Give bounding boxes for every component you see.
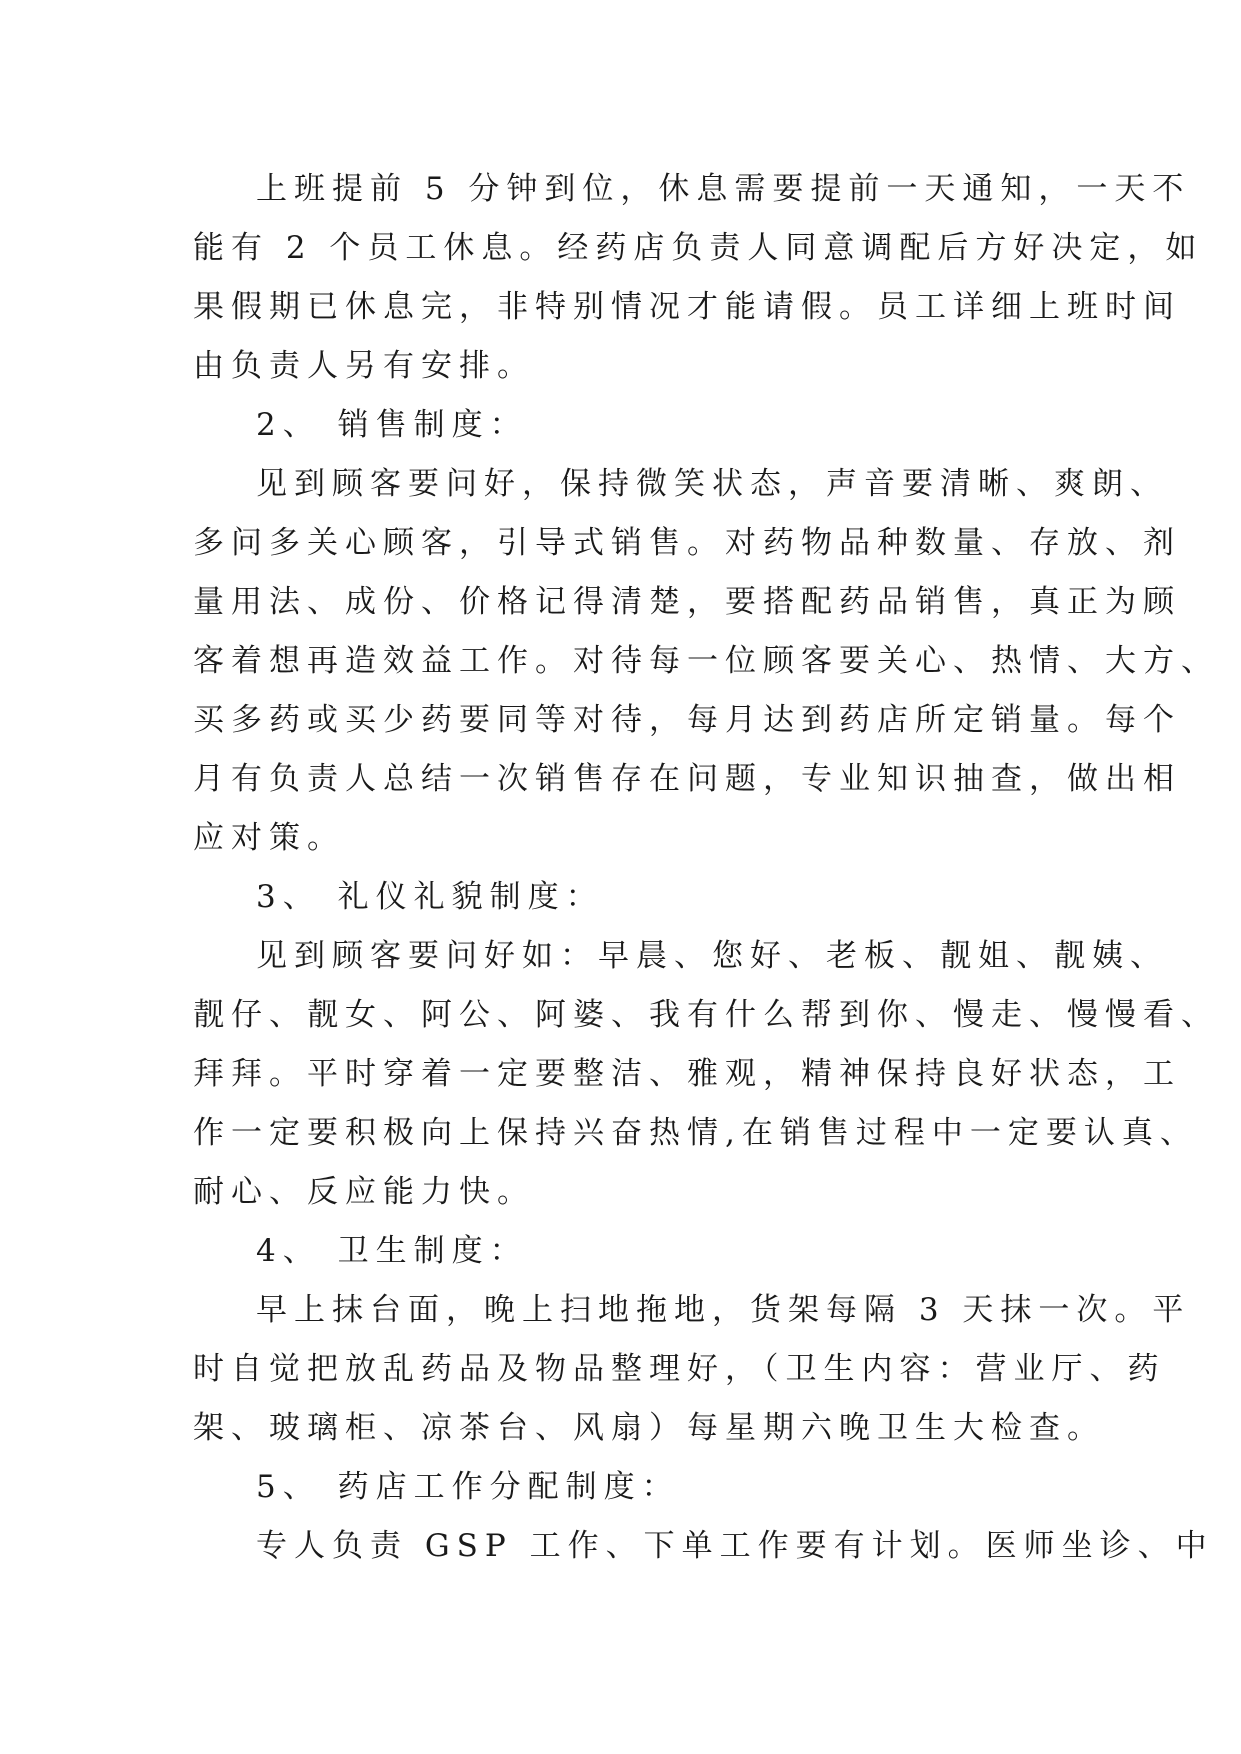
paragraph-line: 由负责人另有安排。 — [193, 348, 535, 384]
paragraph-line: 专人负责 GSP 工作、下单工作要有计划。医师坐诊、中 — [256, 1528, 1214, 1564]
paragraph-line: 量用法、成份、价格记得清楚，要搭配药品销售，真正为顾 — [193, 584, 1181, 620]
paragraph-line: 耐心、反应能力快。 — [193, 1174, 535, 1210]
paragraph-line: 靓仔、靓女、阿公、阿婆、我有什么帮到你、慢走、慢慢看、 — [193, 997, 1219, 1033]
section-heading-sales: 2、 销售制度： — [256, 407, 528, 443]
paragraph-line: 作一定要积极向上保持兴奋热情,在销售过程中一定要认真、 — [193, 1115, 1198, 1151]
paragraph-line: 见到顾客要问好如：早晨、您好、老板、靓姐、靓姨、 — [256, 938, 1168, 974]
paragraph-line: 应对策。 — [193, 820, 345, 856]
section-heading-etiquette: 3、 礼仪礼貌制度： — [256, 879, 604, 915]
paragraph-line: 月有负责人总结一次销售存在问题，专业知识抽查，做出相 — [193, 761, 1181, 797]
section-heading-hygiene: 4、 卫生制度： — [256, 1233, 528, 1269]
paragraph-line: 拜拜。平时穿着一定要整洁、雅观，精神保持良好状态，工 — [193, 1056, 1181, 1092]
paragraph-line: 买多药或买少药要同等对待，每月达到药店所定销量。每个 — [193, 702, 1181, 738]
paragraph-line: 见到顾客要问好，保持微笑状态，声音要清晰、爽朗、 — [256, 466, 1168, 502]
paragraph-line: 早上抹台面，晚上扫地拖地，货架每隔 3 天抹一次。平 — [256, 1292, 1191, 1328]
paragraph-line: 客着想再造效益工作。对待每一位顾客要关心、热情、大方、 — [193, 643, 1219, 679]
paragraph-line: 多问多关心顾客，引导式销售。对药物品种数量、存放、剂 — [193, 525, 1181, 561]
paragraph-line: 上班提前 5 分钟到位，休息需要提前一天通知，一天不 — [256, 171, 1191, 207]
document-body — [193, 160, 1219, 1576]
paragraph-line: 架、玻璃柜、凉茶台、风扇）每星期六晚卫生大检查。 — [193, 1410, 1105, 1446]
section-heading-work-assignment: 5、 药店工作分配制度： — [256, 1469, 680, 1505]
paragraph-line: 时自觉把放乱药品及物品整理好，（卫生内容：营业厅、药 — [193, 1351, 1166, 1387]
paragraph-line: 果假期已休息完，非特别情况才能请假。员工详细上班时间 — [193, 289, 1181, 325]
paragraph-line: 能有 2 个员工休息。经药店负责人同意调配后方好决定，如 — [193, 230, 1204, 266]
